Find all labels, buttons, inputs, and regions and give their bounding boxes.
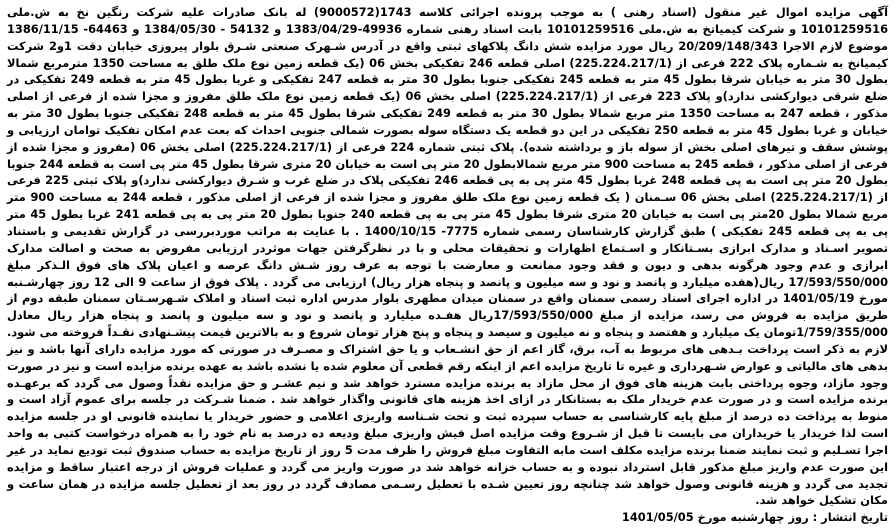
publish-date: تاریخ انتشار : روز چهارشنبه مورخ 1401/05/05 <box>621 510 888 525</box>
notice-body: آگهی مزایده اموال غیر منقول (اسناد رهنی ) به موجب پرونده اجرائی کلاسه 1743(9000572) له بانک صادرات علیه شرکت رنگین نخ به ش.ملی 10101259516 و شرکت کیمیاتخ به ش.ملی 10101259516 بابت اسناد رهنی شماره 49936-1383/04/29 و 54132 - 1384/05/30 و 64463- 1386/11/15 موضوع لازم الاجرا 20/209/148/343 ریال مورد مزایده شش دانگ پلاکهای ثبتی واقع در آدرس شـهرک صنعتی شـرق بلوار پیروزی خیابان دقت 1و2 شرکت کیمیانخ به شـماره پلاک 222 فرعی از (225.224.217/1) اصلی قطعه 246 تفکیکی بخش 06 (یک قطعه زمین نوع ملک طلق به مساحت 1350 مترمربع شمالا بطول 30 متر به خیابان شرقا بطول 45 متر به قطعه 245 تفکیکی جنوبا بطول 30 متر به قطعه 247 تفکیکی و غربا بطول 45 متر به قطعه 249 تفکیکی در ضلع شرقی دیوارکشی ندارد)و پلاک 223 فرعی از (225.224.217/1) اصلی بخش 06 (یک قطعه زمین نوع ملک طلق مفروز و مجزا شده از فرعی از اصلی مذکور ، قطعه 247 به مساحت 1350 متر مربع شمالا بطول 30 متر به قطعه 249 تفکیکی شرقا بطول 45 متر به قطعه 248 تفکیکی جنوبا بطول 30 متر به خیابان و غربا بطول 45 متر به قطعه 250 تفکیکی در این دو قطعه یک دستگاه سوله بصورت شمالی جنوبی احداث که بعت عدم امکان تفکیک توامان ارزیابی و پوشش سقف و تیرهای اصلی بخش از سوله باز و برداشته شده). پلاک ثبتی شماره 224 فرعی از (225.224.217/1) اصلی بخش 06 (مفروز و مجزا شده از فرعی از اصلی مذکور ، قطعه 245 به مساحت 900 متر مربع شمالابطول 20 متر پی است به خیابان 20 متری شرقا بطول 45 متر پی است به قطعه 244 جنوبا بطول 20 متر پی است به پی قطعه 248 غربا بطول 45 متر پی به پی قطعه 246 تفکیکی پلاک در ضلع غرب و شـرق دیوارکشی ندارد)و پلاک ثبتی 225 فرعی از (225.224.217/1) اصلی بخش 06 سـمنان ( یک قطعه زمین نوع ملک طلق مفروز و مجزا شده از فرعی از اصلی مذکور ، قطعه 244 به مساحت 900 متر مربع شمالا بطول 20متر پی است به خیابان 20 متری شرقا بطول 45 متر پی به پی قطعه 240 جنوبا بطول 20 متر پی به پی قطعه 241 غربا بطول 45 متر پی به پی قطعه 245 تفکیکی ) طبق گزارش کارشناسان رسمی شماره 7775- 1400/10/15 . با عنایت به مراتب موردبررسی در گزارش تقدیمی و باستناد تصویر اسـناد و مدارک ابرازی بسـتانکار و اسـتماع اظهارات و تحقیقات محلی و با در نظرگرفتن جهات موثردر ارزیابی مفروض به صحت و اصالت مدارک ابرازی و عدم وجود هرگونه بدهی و دیون و فقد وجود ممانعت و معارضت با توجه به عرف روز شـش دانگ عرصه و اعیان پلاک های فوق الـذکر مبلغ 17/593/550/000 ریال(هفده میلیارد و پانصد و نود و سه میلیون و پانصد و پنجاه هزار ریال) ارزیابی می گردد . پلاک فوق از ساعت 9 الی 12 روز چهارشـنبه مورخ 1401/05/19 در اداره اجرای اسناد رسمی سمنان واقع در سمنان میدان مطهری بلوار مدرس اداره ثبت اسناد و املاک شـهرسـتان سمنان طبقه دوم از طریق مزایده به فروش می رسد، مزایده از مبلغ 17/593/550/000ریال هفـده میلیارد و پانصد و نود و سه میلیون و پانصد و پنجاه هزار ریال معادل 1/759/355/000تومان یک میلیارد و هفتصد و پنجاه و نه میلیون و سیصد و پنجاه و پنج هزار تومان شروع و به بالاترین قیمت پیشـنهادی نقـداً فروخته می شود. لازم به ذکر است پرداخت بـدهی های مربوط به آب، برق، گاز اعم از حق انشـعاب و یا حق اشتراک و مصـرف در صورتی که مورد مزایده دارای آنها باشد و نیز بدهی های مالیاتی و عوارض شـهرداری و غیره تا تاریخ مزایده اعم از اینکه رقم قطعی آن معلوم شده یا نشده باشد به عهده برنده مزایده است و نیز در صورت وجود مازاد، وجوه پرداختی بابت هزینه های فوق از محل مازاد به برنده مزایده مسترد خواهد شد و نیم عشـر و حق مزایده نقداً وصول می گردد که برعهـده برنده مزایده است و در صورت عدم خریدار ملک به بستانکار در ازای اخذ هزینه های قانونی واگذار خواهد شد . ضمنا شـرکت در جلسه برای عموم آزاد است و منوط به پرداخت ده درصد از مبلغ پایه کارشناسی به حساب سپرده ثبت و تحت شـناسه واریزی اعلامی و حضور خریدار یا نماینده قانونی او در جلسه مزایده است لذا خریدار یا خریداران می بایست تا قبل از شـروع وقت مزایده اصل فیش واریزی مبلغ ودیعه ده درصد به نام خود را به همراه درخواست کتبی به واحد اجرا تسـلیم و ثبت نمایند ضمنا برنده مزایده مکلف است مابه التفاوت مبلغ فروش را ظرف مدت 5 روز از تاریخ مزایده به حساب صندوق ثبت تودیع نماید در غیر این صورت عدم واریز مبلغ مذکور قابل استرداد نبوده و به حساب خزانه خواهد شد در صورت واریز می گردد و عملیات فروش از درجه اعتبار ساقط و مزایده تجدید می گردد و هزینه قانونی وصول خواهد شد چنانچه روز تعیین شـده با تعطیل رسـمی مصادف گردد در روز بعد از تعطیل جلسه مزایده در همان ساعت و مکان تشکیل خواهد شد. <box>7 5 889 508</box>
